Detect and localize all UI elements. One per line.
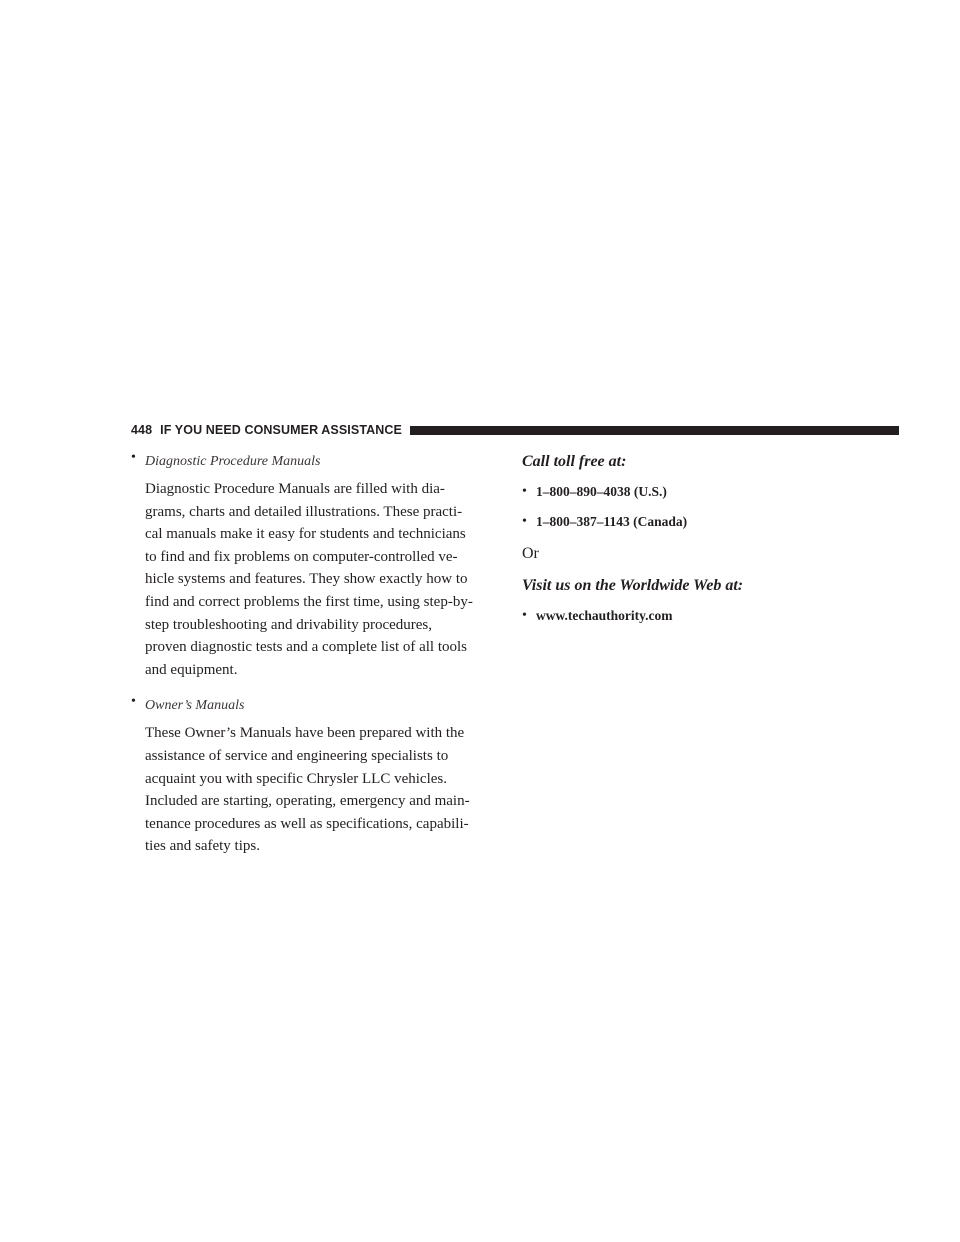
text-line: assistance of service and engineering specialists to: [145, 747, 449, 764]
text-line: and equipment.: [145, 661, 238, 678]
text-line: to find and fix problems on computer-controlled ve-: [145, 548, 458, 565]
bullet-icon: •: [522, 514, 527, 529]
or-text: Or: [522, 545, 539, 562]
text-line: hicle systems and features. They show exactly how to: [145, 571, 468, 588]
text-line: These Owner’s Manuals have been prepared with the: [145, 725, 465, 742]
text-line: acquaint you with specific Chrysler LLC vehicles.: [145, 770, 447, 787]
bullet-icon: •: [131, 694, 136, 710]
list-item: [131, 450, 496, 474]
item-description: [145, 478, 496, 681]
item-title: Diagnostic Procedure Manuals: [145, 454, 321, 469]
header-rule: [410, 426, 899, 435]
text-line: proven diagnostic tests and a complete list of all tools: [145, 639, 468, 656]
phone-canada: [522, 512, 892, 532]
website-item: [522, 606, 892, 626]
text-line: tenance procedures as well as specifications, capabili-: [145, 815, 469, 832]
page-header: [131, 422, 899, 438]
text-line: grams, charts and detailed illustrations. These practi-: [145, 503, 463, 520]
phone-number: 1–800–890–4038 (U.S.): [536, 484, 667, 499]
text-line: find and correct problems the first time, using step-by-: [145, 593, 473, 610]
right-column: [522, 450, 892, 626]
visit-heading: Visit us on the Worldwide Web at:: [522, 577, 744, 594]
list-item: [131, 694, 496, 718]
left-column: [131, 450, 496, 858]
text-line: Included are starting, operating, emergency and main-: [145, 793, 470, 810]
bullet-icon: •: [522, 608, 527, 623]
text-line: Diagnostic Procedure Manuals are filled with dia-: [145, 481, 445, 497]
text-line: ties and safety tips.: [145, 838, 260, 855]
item-description: [145, 722, 496, 858]
section-title: IF YOU NEED CONSUMER ASSISTANCE: [160, 423, 402, 437]
bullet-icon: •: [522, 484, 527, 499]
website-url: www.techauthority.com: [536, 608, 673, 623]
phone-us: [522, 482, 892, 502]
item-title: Owner’s Manuals: [145, 698, 245, 714]
page-number: 448: [131, 423, 153, 437]
text-line: cal manuals make it easy for students and technicians: [145, 526, 466, 543]
call-heading: Call toll free at:: [522, 453, 627, 470]
bullet-icon: •: [131, 450, 136, 465]
text-line: step troubleshooting and drivability procedures,: [145, 616, 433, 633]
phone-number: 1–800–387–1143 (Canada): [536, 514, 688, 529]
